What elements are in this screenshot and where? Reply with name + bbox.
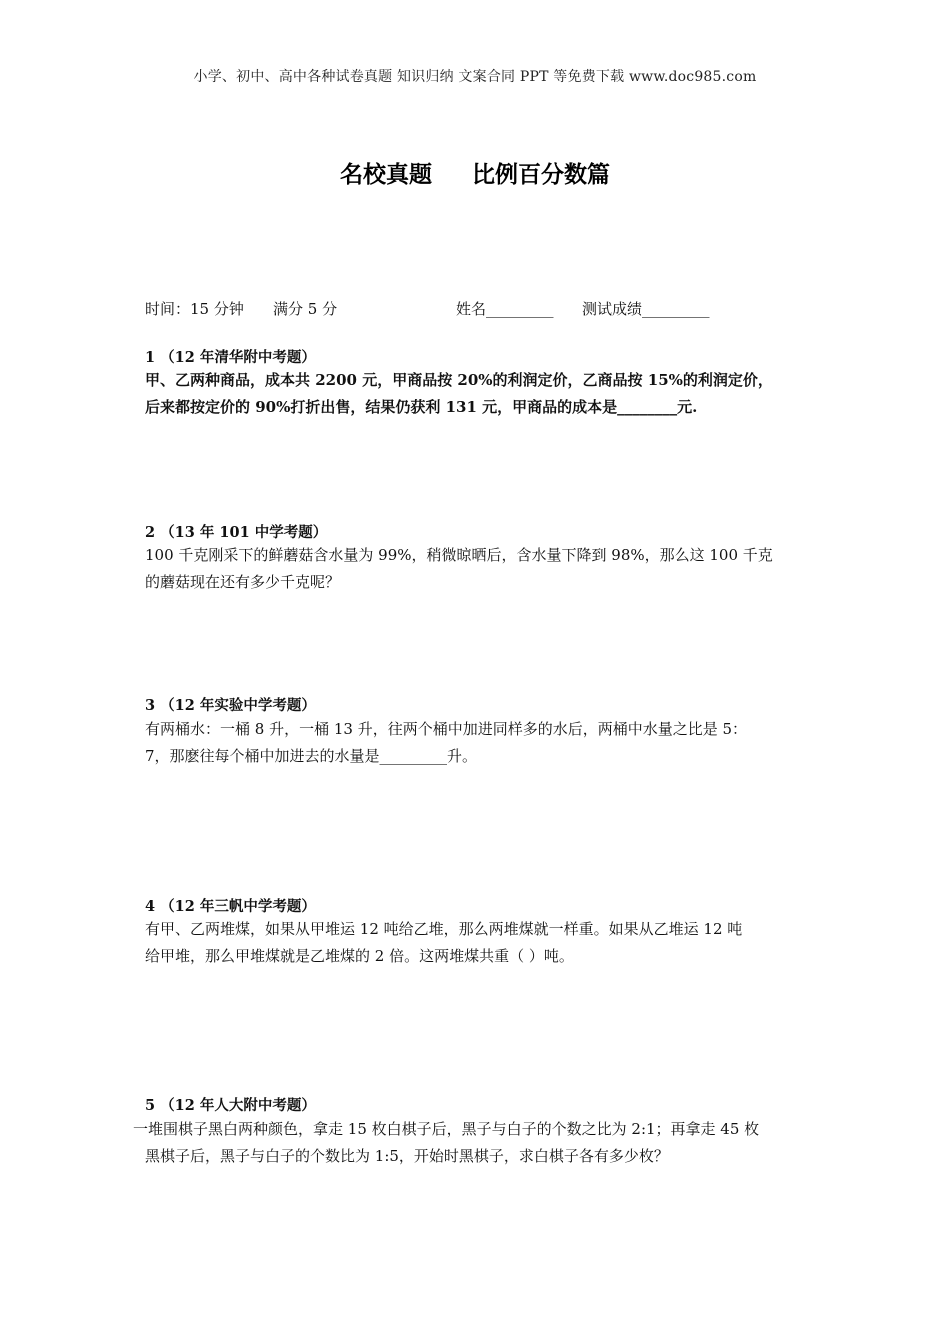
question-4-body [145,916,825,970]
question-4-line-1: 有甲、乙两堆煤，如果从甲堆运 12 吨给乙堆，那么两堆煤就一样重。如果从乙堆运 12 吨 [145,920,743,938]
page-header: 小学、初中、高中各种试卷真题 知识归纳 文案合同 PPT 等免费下载 www.doc985.com [193,69,757,85]
question-5-line-1: 一堆围棋子黑白两种颜色，拿走 15 枚白棋子后，黑子与白子的个数之比为 2:1；再拿走 45 枚 [133,1120,760,1138]
question-4-line-2: 给甲堆，那么甲堆煤就是乙堆煤的 2 倍。这两堆煤共重（ ）吨。 [145,947,574,965]
question-5-body [133,1116,833,1170]
question-2-head: 2 （13 年 101 中学考题） [145,524,328,541]
question-2-line-2: 的蘑菇现在还有多少千克呢？ [145,573,341,591]
question-4-head: 4 （12 年三帆中学考题） [145,898,316,915]
question-5-head: 5 （12 年人大附中考题） [145,1097,316,1114]
question-3-body [145,716,825,770]
question-2-line-1: 100 千克刚采下的鲜蘑菇含水量为 99%，稍微晾晒后，含水量下降到 98%，那么这 100 千克 [145,546,773,564]
name-field: 姓名_________ [456,300,554,318]
page-title [0,156,950,189]
title-left: 名校真题 [340,162,432,188]
question-1-head: 1 （12 年清华附中考题） [145,349,316,366]
question-1-body [145,367,825,421]
question-3-line-2: 7，那麽往每个桶中加进去的水量是_________升。 [145,747,478,765]
question-1-line-1: 甲、乙两种商品，成本共 2200 元，甲商品按 20%的利润定价，乙商品按 15%的利润定价， [145,371,773,389]
question-3-line-1: 有两桶水：一桶 8 升，一桶 13 升，往两个桶中加进同样多的水后，两桶中水量之比是 5： [145,720,748,738]
title-right: 比例百分数篇 [472,162,610,188]
question-2-body [145,542,825,596]
question-1-line-2: 后来都按定价的 90%打折出售，结果仍获利 131 元，甲商品的成本是________元. [145,398,698,416]
result-field: 测试成绩_________ [582,300,710,318]
score-label: 满分 5 分 [273,300,338,318]
exam-info [145,298,845,319]
time-label: 时间：15 分钟 [145,300,244,318]
question-5-line-2: 黑棋子后，黑子与白子的个数比为 1:5，开始时黑棋子，求白棋子各有多少枚？ [145,1147,669,1165]
question-3-head: 3 （12 年实验中学考题） [145,697,316,714]
